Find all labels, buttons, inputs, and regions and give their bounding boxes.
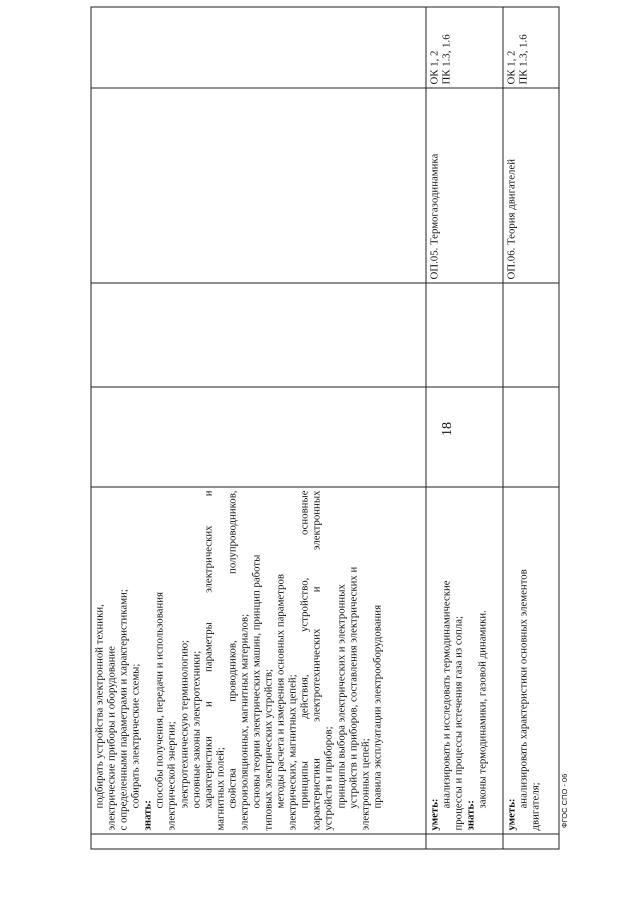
cell-hours-total: [503, 387, 559, 487]
cell-hours-required: [503, 283, 559, 387]
cell-index: [91, 834, 426, 849]
text-line: типовых электрических устройств;: [262, 669, 275, 831]
table-row-thermo: [426, 7, 503, 849]
cell-hours-required: [91, 283, 426, 387]
text-line: электрических, магнитных цепей;: [286, 674, 299, 831]
text-line: с определенными параметрами и характеристиками;: [117, 589, 130, 831]
text-line: магнитных полей;: [214, 747, 227, 831]
text-line: законы термодинамики, газовой динамики.: [476, 610, 489, 809]
text-line: электрические приборы и оборудование: [105, 646, 118, 831]
text-line: электроизоляционных, магнитных материалов;: [238, 613, 251, 831]
text-line: свойства проводников, полупроводников,: [226, 490, 239, 809]
section-heading: уметь:: [428, 798, 441, 831]
cell-discipline-engines: [503, 88, 559, 283]
competency-pk: ПК 1.3, 1.6: [440, 34, 453, 85]
cell-hours-total: [426, 387, 503, 487]
text-line: подбирать устройства электронной техники,: [93, 604, 106, 809]
cell-knowledge-thermo: [426, 487, 503, 834]
text-lines-electrical: [94, 491, 384, 831]
cell-competencies: [91, 7, 426, 88]
text-line: основы теории электрических машин, принцип работы: [250, 554, 263, 809]
rotated-table-frame: [91, 34, 556, 850]
text-line: принципы действия, устройство, основные: [298, 490, 311, 809]
section-heading: уметь:: [505, 798, 518, 831]
competency-ok: ОК 1, 2: [505, 50, 518, 85]
text-line: устройств и приборов, составления электрических и: [347, 566, 360, 809]
text-line: электрической энергии;: [165, 721, 178, 831]
cell-hours-total: [91, 387, 426, 487]
cell-discipline: [91, 88, 426, 283]
section-heading: знать:: [464, 800, 477, 831]
text-line: принципы выбора электрических и электронных: [335, 584, 348, 809]
text-line: характеристики и параметры электрических и: [202, 490, 215, 809]
cell-index: [426, 834, 503, 849]
footer-standard-code: ФГОС СПО - 06: [560, 773, 569, 828]
text-line: правила эксплуатации электрооборудования: [371, 604, 384, 809]
section-heading: знать:: [141, 800, 154, 831]
cell-discipline-thermo: [426, 88, 503, 283]
text-line: анализировать характеристики основных элементов: [517, 569, 530, 809]
competency-ok: ОК 1, 2: [428, 50, 441, 85]
cell-competencies-engines: [503, 7, 559, 88]
text-line: процессы и процессы истечения газа из сопла;: [452, 615, 465, 831]
text-lines-engines: [506, 491, 542, 831]
cell-hours-required: [426, 283, 503, 387]
text-line: основные законы электротехники;: [190, 650, 203, 809]
text-line: анализировать и исследовать термодинамические: [440, 580, 453, 809]
text-line: собирать электрические схемы;: [129, 663, 142, 809]
text-line: электротехническую терминологию;: [178, 639, 191, 809]
discipline-thermo: ОП.05. Термогазодинамика: [428, 153, 441, 280]
text-lines-thermo: [429, 491, 489, 831]
cell-competencies-thermo: [426, 7, 503, 88]
competency-table: [91, 7, 560, 850]
cell-knowledge-electrical: [91, 487, 426, 834]
competency-pk: ПК 1.3, 1.6: [517, 34, 530, 85]
cell-index: [503, 834, 559, 849]
text-line: методы расчета и измерения основных параметров: [274, 574, 287, 809]
cell-knowledge-engines: [503, 487, 559, 834]
text-line: способы получения, передачи и использования: [153, 592, 166, 809]
table-row-engines: [503, 7, 559, 849]
text-line: характеристики электротехнических и электронных: [310, 490, 323, 831]
table-row-electrical: [91, 7, 426, 849]
text-line: двигателя;: [529, 782, 542, 831]
discipline-engines: ОП.06. Теория двигателей: [505, 159, 518, 280]
text-line: электронных цепей;: [359, 738, 372, 831]
page-number: 18: [440, 422, 455, 436]
text-line: устройств и приборов;: [322, 726, 335, 831]
